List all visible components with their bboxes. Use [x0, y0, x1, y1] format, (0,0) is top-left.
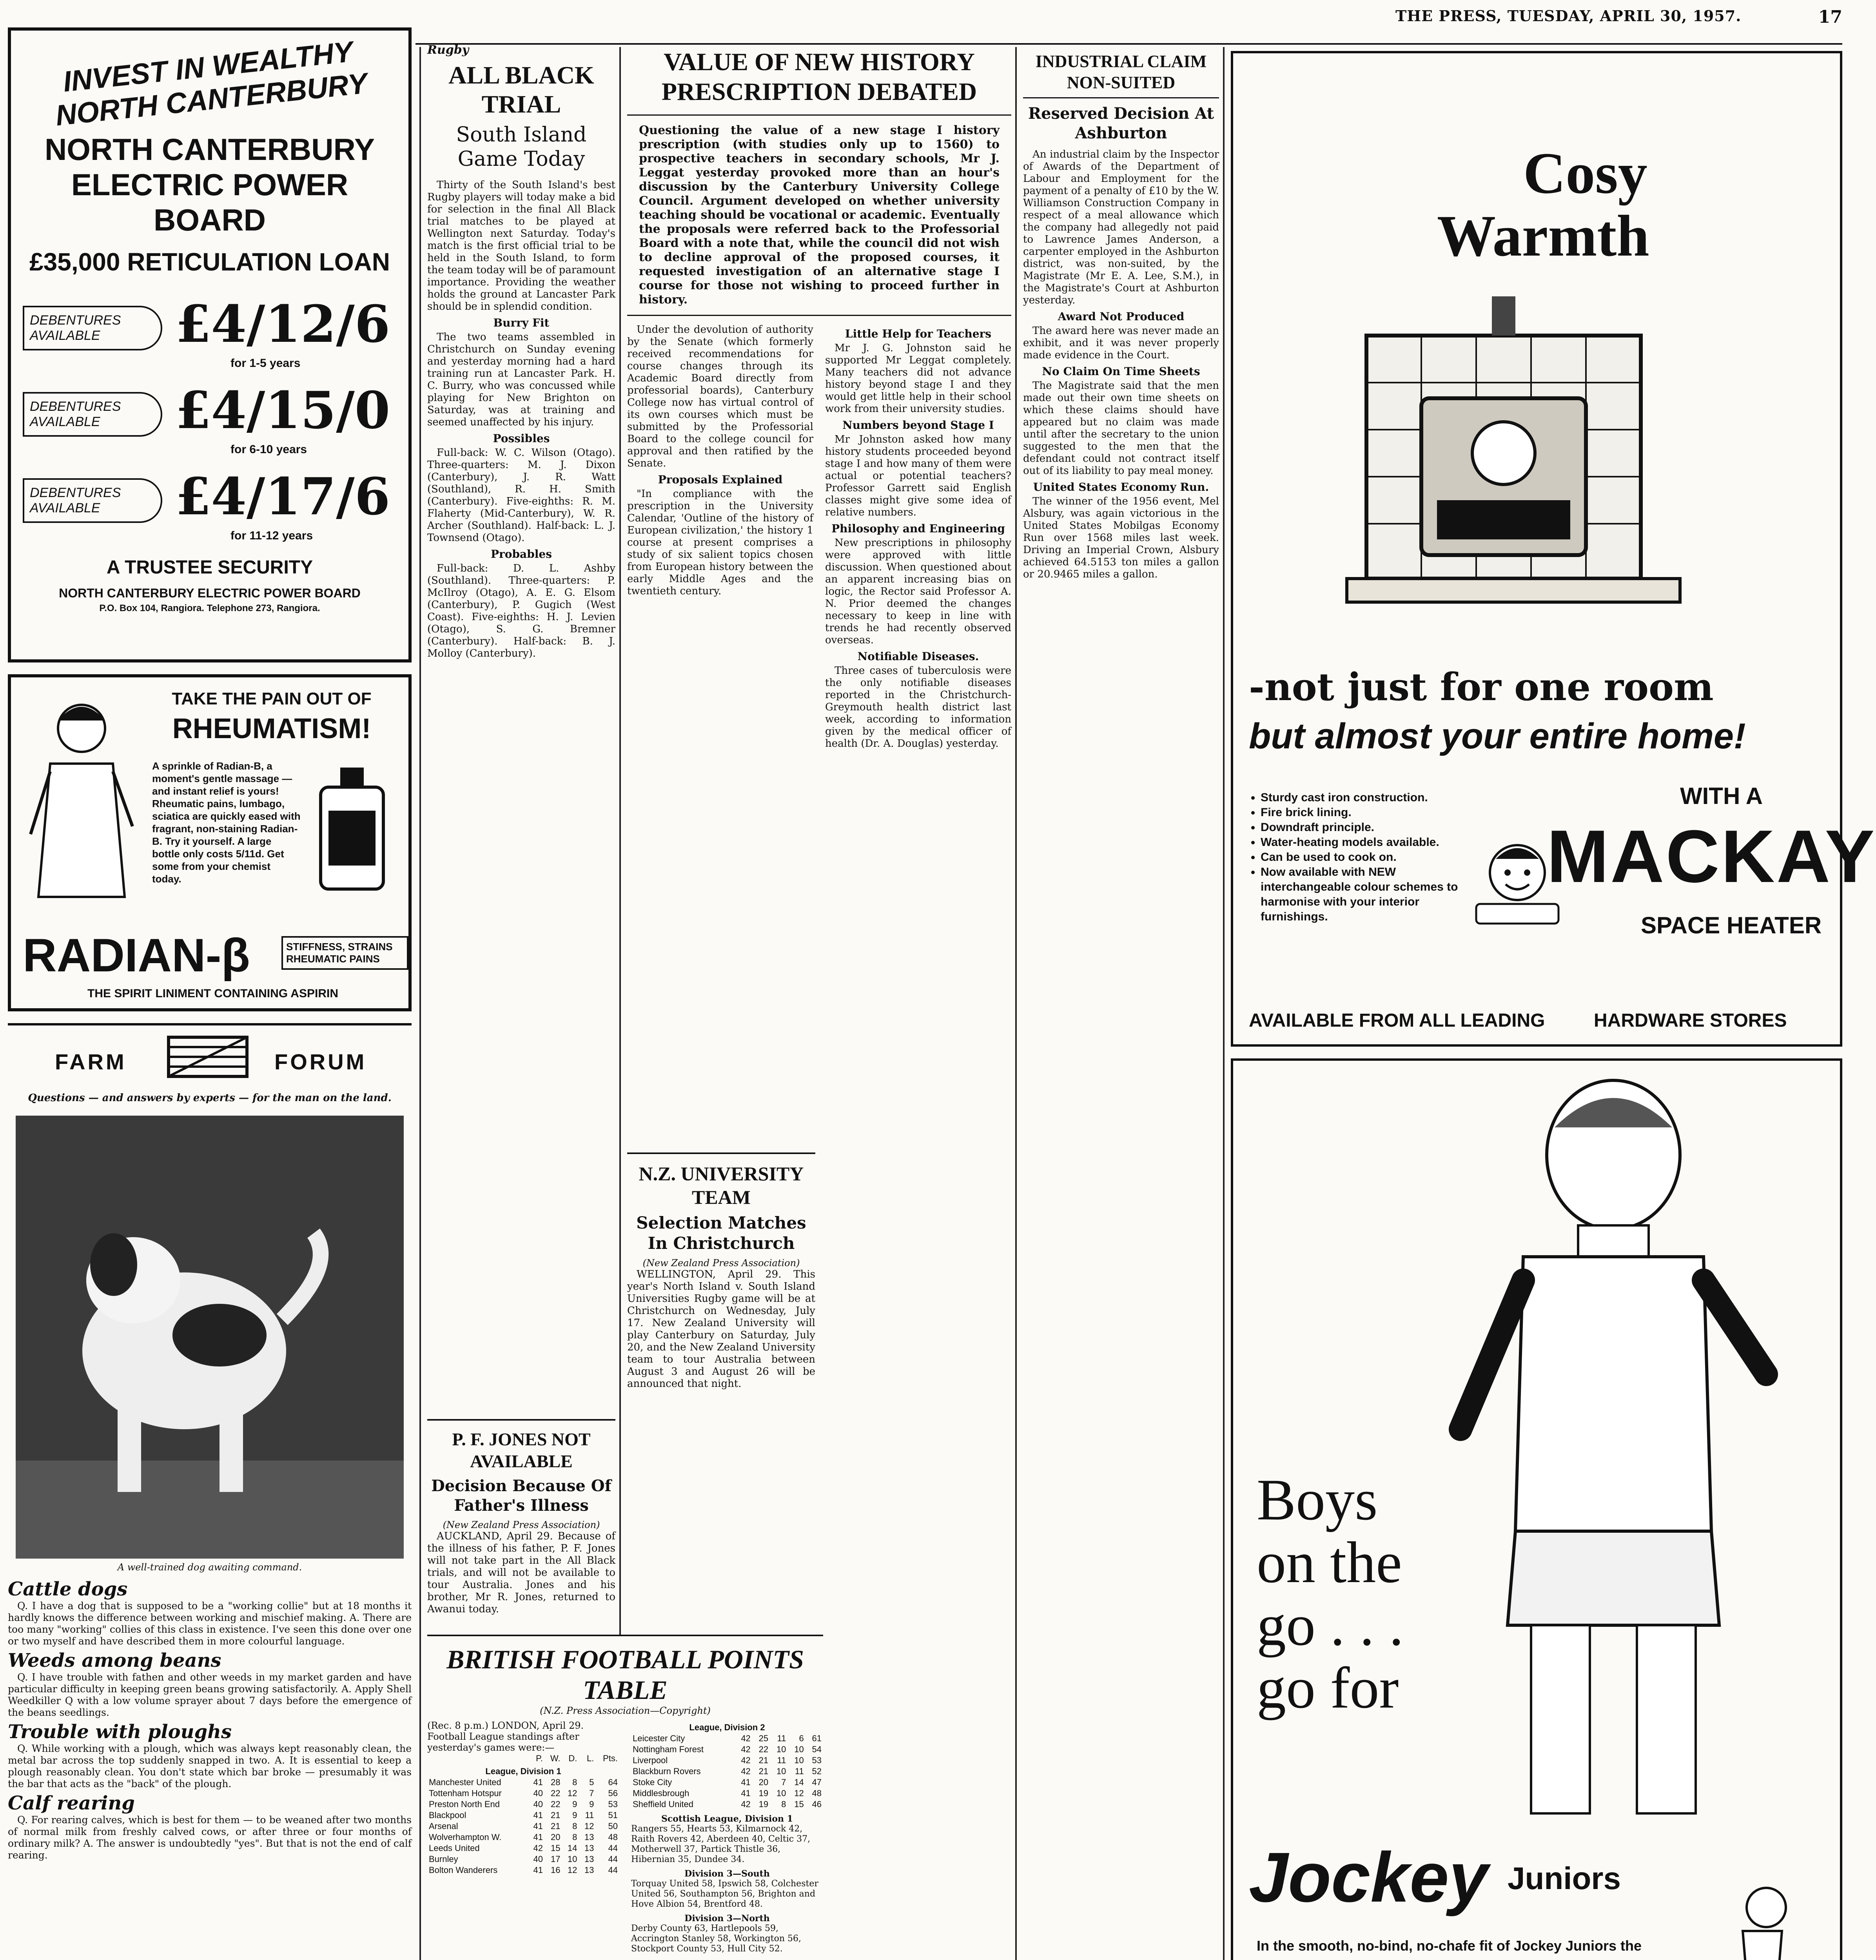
- jones-credit: (New Zealand Press Association): [443, 1519, 600, 1530]
- column-rule: [1223, 47, 1225, 1960]
- nzu-body: WELLINGTON, April 29. This year's North Island v. South Island Universities Rugby game will be at Christchurch on Wednesday, July 17. New Zealand University will play Canterbury on Saturday, July 20, and the New Zealand University team to tour Australia between August 3 and August 26 will be announced that night.: [627, 1269, 815, 1390]
- table-cell: 9: [572, 1810, 577, 1820]
- table-cell: 12: [567, 1865, 577, 1875]
- division3-title: Division 3—South: [684, 1869, 770, 1879]
- rate-row: [19, 463, 401, 549]
- farm-forum: [8, 1023, 412, 1960]
- dog-photo: [16, 1116, 404, 1559]
- history-subhead: Little Help for Teachers: [845, 327, 992, 340]
- farm-title: FARM: [55, 1049, 127, 1074]
- rate-term: for 11-12 years: [230, 529, 313, 542]
- table-cell: 41: [533, 1810, 543, 1820]
- table-cell: 17: [551, 1854, 561, 1864]
- table-cell: 12: [567, 1788, 577, 1798]
- division-title: League, Division 1: [485, 1766, 561, 1776]
- history-body: Mr Johnston asked how many history students proceeded beyond stage I and how many of them were actual or potential teachers? Professor Garrett said English classes might give some idea of relative numbers.: [825, 434, 1011, 518]
- table-cell: 6: [799, 1733, 804, 1743]
- table-cell: 10: [776, 1766, 786, 1776]
- rate-row: [19, 376, 401, 463]
- boy-icon: [1437, 1076, 1790, 1821]
- division3-text: Torquay United 58, Ipswich 58, Colchester United 56, Southampton 56, Brighton and Hove Albion 54, Brentford 48.: [631, 1879, 818, 1909]
- division3n-title: Division 3—North: [684, 1913, 770, 1924]
- mascot-icon: [1472, 837, 1562, 927]
- history-standfirst: Questioning the value of a new stage I history prescription (with studies only up to 1560) to prospective teachers in secondary schools, Mr J. Leggat yesterday provoked more than an hour's discussion by the Canterbury University College Council. Argument developed on whether university teaching should be vocational or academic. Eventually the proposals were referred back to the Professorial Board with a note that, while the council did not wish to decline approval of the proposed courses, it requested investigation of an alternative stage I course for those not wishing to proceed further in history.: [627, 116, 1011, 316]
- history-subhead: Notifiable Diseases.: [857, 650, 979, 663]
- rate-term: for 1-5 years: [230, 357, 301, 370]
- table-cell: 12: [584, 1821, 594, 1831]
- table-row: [631, 1733, 823, 1744]
- table-row: [427, 1843, 619, 1854]
- table-cell: 20: [758, 1777, 769, 1787]
- loan-title: £35,000 RETICULATION LOAN: [29, 248, 390, 276]
- jones-headline: P. F. JONES NOT AVAILABLE: [452, 1429, 591, 1471]
- qa-heading: Calf rearing: [8, 1792, 135, 1814]
- debenture-label: DEBENTURES AVAILABLE: [23, 478, 162, 523]
- column-rule: [419, 47, 421, 1960]
- table-row: [631, 1788, 823, 1799]
- table-cell: 19: [758, 1788, 769, 1798]
- table-cell: 13: [584, 1832, 594, 1842]
- jones-body: AUCKLAND, April 29. Because of the illness of his father, P. F. Jones will not take part in the All Black trials, and will not be available to tour Australia. Jones and his brother, Mr R. Jones, returned to Awanui today.: [427, 1530, 615, 1615]
- table-cell: 10: [567, 1854, 577, 1864]
- running-boys-icon: [1680, 1876, 1829, 1960]
- feature-item: • Water-heating models available.: [1261, 835, 1464, 850]
- history-body: Mr J. G. Johnston said he supported Mr Leggat completely. Many teachers did not advance history beyond stage I and they would get little help in their school work from their university studies.: [825, 342, 1011, 415]
- jockey-ad: [1231, 1058, 1842, 1960]
- table-cell: 47: [812, 1777, 822, 1787]
- table-cell: 42: [741, 1799, 751, 1809]
- team-name: Nottingham Forest: [633, 1744, 704, 1754]
- industrial-claim-article: [1023, 51, 1219, 1960]
- radian-tagline: THE SPIRIT LINIMENT CONTAINING ASPIRIN: [87, 987, 338, 1000]
- table-cell: 11: [777, 1755, 786, 1765]
- photo-caption: A well-trained dog awaiting command.: [117, 1562, 302, 1573]
- burry-heading: Burry Fit: [493, 316, 550, 329]
- industrial-subhead: Reserved Decision At Ashburton: [1028, 104, 1214, 142]
- table-header: P. W. D. L. Pts.: [536, 1753, 618, 1763]
- radian-headline1: TAKE THE PAIN OUT OF: [172, 689, 372, 708]
- industrial-subhead2: Award Not Produced: [1058, 310, 1185, 323]
- jockey-headline2: on the: [1257, 1530, 1402, 1595]
- industrial-body: The Magistrate said that the men made out their own time sheets on which these claims should have appeared but no claim was made until after the secretary to the union suggested to the men that the defendant could not contract itself out of its liability to pay meal money.: [1023, 380, 1219, 477]
- nzu-team-article: [627, 1152, 815, 1396]
- industrial-subhead4: United States Economy Run.: [1033, 481, 1209, 494]
- table-cell: 40: [533, 1854, 543, 1864]
- mackay-with: WITH A: [1680, 783, 1763, 809]
- table-cell: 21: [551, 1810, 561, 1820]
- team-name: Stoke City: [633, 1777, 672, 1787]
- boy-illustration: [1437, 1076, 1790, 1821]
- table-cell: 7: [589, 1788, 594, 1798]
- table-row: [427, 1865, 619, 1876]
- table-cell: 5: [589, 1777, 594, 1787]
- north-canterbury-ad: [8, 27, 412, 662]
- ad-footer: NORTH CANTERBURY ELECTRIC POWER BOARD: [59, 586, 361, 600]
- table-cell: 56: [608, 1788, 618, 1798]
- table-cell: 44: [608, 1865, 618, 1875]
- table-cell: 19: [758, 1799, 769, 1809]
- ad-banner: INVEST IN WEALTHY NORTH CANTERBURY: [54, 35, 369, 132]
- rugby-article: [427, 43, 615, 1517]
- table-cell: 8: [572, 1821, 577, 1831]
- division-title: League, Division 2: [689, 1722, 765, 1732]
- radian-headline2: RHEUMATISM!: [172, 713, 371, 744]
- table-cell: 28: [551, 1777, 561, 1787]
- woman-illustration: [23, 693, 140, 913]
- table-cell: 42: [741, 1755, 751, 1765]
- table-cell: 25: [758, 1733, 769, 1743]
- rate-value: £4/12/6: [176, 294, 390, 354]
- qa-heading: Trouble with ploughs: [8, 1721, 232, 1743]
- table-cell: 11: [585, 1810, 594, 1820]
- team-name: Leeds United: [429, 1843, 480, 1853]
- qa-text: Q. While working with a plough, which was always kept reasonably clean, the metal bar across the top suddenly snapped in two. A. It is essential to keep a plough reasonably clean. You don't state which bar broke — presumably it was the bar that acts as the "back" of the plough.: [8, 1743, 412, 1789]
- probables-heading: Probables: [491, 548, 552, 561]
- table-cell: 44: [608, 1843, 618, 1853]
- bottle-illustration: [313, 764, 391, 893]
- table-row: [427, 1777, 619, 1788]
- farm-strap: Questions — and answers by experts — for the man on the land.: [28, 1092, 392, 1104]
- mackay-brand: MACKAY: [1547, 815, 1876, 898]
- table-cell: 21: [758, 1766, 769, 1776]
- rugby-body: Thirty of the South Island's best Rugby players will today make a bid for selection in the final All Black trial matches to be played at Wellington next Saturday. Today's match is the first official trial to be held in the South Island, to form the team today will be of paramount importance. Providing the weather holds the ground at Lancaster Park should be in splendid condition.: [427, 179, 615, 312]
- table-cell: 53: [812, 1755, 822, 1765]
- feature-item: • Now available with NEW interchangeable colour schemes to harmonise with your interior furnishings.: [1261, 865, 1464, 924]
- team-name: Bolton Wanderers: [429, 1865, 498, 1875]
- table-cell: 41: [741, 1788, 751, 1798]
- mackay-seal: [1472, 837, 1562, 927]
- rate-value: £4/15/0: [176, 380, 390, 440]
- history-headline: VALUE OF NEW HISTORY PRESCRIPTION DEBATED: [627, 43, 1011, 116]
- team-name: Arsenal: [429, 1821, 458, 1831]
- industrial-headline: INDUSTRIAL CLAIM NON-SUITED: [1023, 51, 1219, 98]
- jockey-headline4: go for: [1257, 1655, 1399, 1720]
- table-cell: 10: [794, 1744, 804, 1754]
- woman-icon: [23, 693, 140, 913]
- masthead-title: THE PRESS, TUESDAY, APRIL 30, 1957.: [1395, 7, 1742, 25]
- cosy-headline: Cosy: [1523, 141, 1647, 206]
- table-cell: 41: [533, 1865, 543, 1875]
- column-rule: [1015, 47, 1017, 1960]
- team-name: Sheffield United: [633, 1799, 693, 1809]
- table-cell: 16: [551, 1865, 561, 1875]
- table-cell: 61: [812, 1733, 822, 1743]
- table-cell: 53: [608, 1799, 618, 1809]
- burry-body: The two teams assembled in Christchurch on Sunday evening and yesterday morning had a hard training run at Lancaster Park. H. C. Burry, who was concussed while playing for New Brighton on Saturday, was at training and seemed unaffected by his injury.: [427, 331, 615, 428]
- history-body: "In compliance with the prescription in the University Calendar, 'Outline of the history of European civilization,' the history 1 course at present comprises a study of six salient topics chosen from European history between the early Middle Ages and the twentieth century.: [627, 488, 813, 597]
- mackay-tagline1: -not just for one room: [1249, 665, 1714, 709]
- table-cell: 11: [777, 1733, 786, 1743]
- division2-table: [631, 1720, 823, 1810]
- table-cell: 22: [758, 1744, 769, 1754]
- table-cell: 13: [584, 1854, 594, 1864]
- radian-body: A sprinkle of Radian-B, a moment's gentle massage — and instant relief is yours! Rheumatic pains, lumbago, sciatica are quickly eased with fragrant, non-staining Radian-B. Try it yourself. A large bottle only costs 5/11d. Get some from your chemist today.: [152, 760, 301, 885]
- table-cell: 9: [589, 1799, 594, 1809]
- mackay-product: SPACE HEATER: [1641, 912, 1822, 938]
- scottish-title: Scottish League, Division 1: [661, 1814, 793, 1824]
- jockey-body: In the smooth, no-bind, no-chafe fit of Jockey Juniors the: [1257, 1938, 1642, 1954]
- table-row: [631, 1744, 823, 1755]
- possibles-heading: Possibles: [493, 432, 550, 445]
- table-cell: 10: [794, 1755, 804, 1765]
- qa-heading: Weeds among beans: [8, 1650, 221, 1671]
- table-cell: 22: [551, 1788, 561, 1798]
- table-cell: 14: [794, 1777, 804, 1787]
- table-row: [631, 1766, 823, 1777]
- team-name: Middlesbrough: [633, 1788, 689, 1798]
- table-cell: 21: [551, 1821, 561, 1831]
- rugby-subhead: South Island Game Today: [456, 123, 587, 171]
- table-cell: 8: [572, 1832, 577, 1842]
- table-cell: 10: [776, 1788, 786, 1798]
- rugby-kicker: Rugby: [427, 43, 469, 57]
- table-cell: 51: [608, 1810, 618, 1820]
- table-row: [427, 1854, 619, 1865]
- mackay-features: [1249, 790, 1464, 924]
- table-cell: 42: [741, 1733, 751, 1743]
- table-cell: 41: [533, 1832, 543, 1842]
- heater-illustration: [1288, 296, 1758, 649]
- mackay-stores: HARDWARE STORES: [1594, 1010, 1787, 1031]
- team-name: Leicester City: [633, 1733, 685, 1743]
- jockey-brand: Jockey: [1249, 1838, 1488, 1917]
- team-name: Blackpool: [429, 1810, 466, 1820]
- nzu-subhead: Selection Matches In Christchurch: [636, 1213, 806, 1253]
- table-cell: 42: [533, 1843, 543, 1853]
- history-body: Three cases of tuberculosis were the only notifiable diseases reported in the Christchurch-Greymouth health district last week, according to information given by the medical officer of health (Dr. A. Douglas) yesterday.: [825, 665, 1011, 750]
- table-cell: 22: [551, 1799, 561, 1809]
- table-row: [631, 1777, 823, 1788]
- dog-image: [16, 1116, 404, 1559]
- probables-list: Full-back: D. L. Ashby (Southland). Three-quarters: P. McIlroy (Otago), A. E. G. Elsom (Canterbury), P. Gugich (West Coast). Five-eighths: H. J. Levien (Otago), S. G. Bremner (Canterbury). Half-back: B. J. Molloy (Canterbury).: [427, 563, 615, 659]
- rate-value: £4/17/6: [176, 466, 390, 526]
- table-cell: 8: [781, 1799, 786, 1809]
- qa-text: Q. I have a dog that is supposed to be a "working collie" but at 18 months it hardly knows the difference between working and mischief making. A. There are too many "working" collies of this class in existence. I've seen this done over one or two myself and have described them in more colourful language.: [8, 1600, 412, 1647]
- industrial-body: The award here was never made an exhibit, and it was never properly made evidence in the Court.: [1023, 325, 1219, 361]
- mackay-tagline2: but almost your entire home!: [1249, 716, 1746, 756]
- table-cell: 41: [741, 1777, 751, 1787]
- jones-subhead: Decision Because Of Father's Illness: [431, 1477, 611, 1515]
- mackay-ad: [1231, 51, 1876, 1047]
- running-boys: [1680, 1876, 1829, 1960]
- table-cell: 21: [758, 1755, 769, 1765]
- scottish-text: Rangers 55, Hearts 53, Kilmarnock 42, Raith Rovers 42, Aberdeen 40, Celtic 37, Motherwell 37, Partick Thistle 36, Hibernian 35, Dundee 34.: [631, 1824, 811, 1864]
- farm-qa: [8, 1578, 412, 1861]
- possibles-list: Full-back: W. C. Wilson (Otago). Three-quarters: M. J. Dixon (Canterbury), J. R. Watt (Southland), R. H. Smith (Canterbury). Five-eighths: R. M. Flaherty (Mid-Canterbury), W. R. Archer (Southland). Half-back: L. J. Townsend (Otago).: [427, 447, 615, 544]
- table-cell: 13: [584, 1865, 594, 1875]
- table-cell: 11: [795, 1766, 804, 1776]
- team-name: Liverpool: [633, 1755, 668, 1765]
- jockey-headline1: Boys: [1257, 1467, 1378, 1532]
- team-name: Wolverhampton W.: [429, 1832, 502, 1842]
- table-cell: 64: [608, 1777, 618, 1787]
- ad-address: P.O. Box 104, Rangiora. Telephone 273, Rangiora.: [99, 603, 320, 613]
- feature-item: • Can be used to cook on.: [1261, 850, 1464, 865]
- rate-term: for 6-10 years: [230, 443, 307, 456]
- division3n-text: Derby County 63, Hartlepools 59, Accrington Stanley 58, Workington 56, Stockport County 53, Hull City 52.: [631, 1924, 801, 1954]
- gate-icon: [165, 1033, 251, 1080]
- football-headline: BRITISH FOOTBALL POINTS TABLE: [446, 1644, 804, 1705]
- team-name: Manchester United: [429, 1777, 501, 1787]
- board-name: NORTH CANTERBURY ELECTRIC POWER BOARD: [44, 132, 375, 237]
- table-cell: 12: [794, 1788, 804, 1798]
- trustee-security: A TRUSTEE SECURITY: [106, 557, 313, 578]
- football-points-table: [427, 1635, 823, 1960]
- feature-item: • Fire brick lining.: [1261, 805, 1464, 820]
- forum-title: FORUM: [274, 1049, 367, 1074]
- table-cell: 48: [608, 1832, 618, 1842]
- table-row: [427, 1788, 619, 1799]
- table-cell: 15: [551, 1843, 561, 1853]
- masthead: [1395, 7, 1842, 38]
- team-name: Preston North End: [429, 1799, 500, 1809]
- table-row: [427, 1799, 619, 1810]
- table-cell: 50: [608, 1821, 618, 1831]
- table-row: [631, 1799, 823, 1810]
- jockey-brand-suffix: Juniors: [1508, 1861, 1621, 1896]
- table-row: [427, 1821, 619, 1832]
- feature-item: • Sturdy cast iron construction.: [1261, 790, 1464, 805]
- table-row: [631, 1755, 823, 1766]
- nzu-headline: N.Z. UNIVERSITY TEAM: [639, 1163, 804, 1208]
- debenture-label: DEBENTURES AVAILABLE: [23, 392, 162, 437]
- history-subhead: Philosophy and Engineering: [831, 522, 1005, 535]
- division2-rows: [631, 1733, 823, 1810]
- radian-badge: STIFFNESS, STRAINS RHEUMATIC PAINS: [281, 936, 408, 970]
- table-cell: 15: [794, 1799, 804, 1809]
- heater-icon: [1288, 296, 1758, 649]
- table-cell: 44: [608, 1854, 618, 1864]
- table-cell: 9: [572, 1799, 577, 1809]
- radian-ad: [8, 674, 412, 1011]
- farm-forum-header: [8, 1033, 412, 1088]
- table-cell: 8: [572, 1777, 577, 1787]
- industrial-body: An industrial claim by the Inspector of Awards of the Department of Labour and Employment for the payment of a penalty of £10 by the W. Williamson Construction Company in respect of a meal allowance which the company had allegedly not paid to Lawrence James Anderson, a carpenter employed in the Ashburton district, was non-suited, by the Magistrate (Mr E. A. Lee, S.M.), in the Magistrate's Court at Ashburton yesterday.: [1023, 149, 1219, 306]
- history-body: New prescriptions in philosophy were approved with little discussion. When questioned about an apparent increasing bias on logic, the Rector said Professor A. N. Prior deemed the changes necessary to keep in line with trends he had recently observed overseas.: [825, 537, 1011, 646]
- history-subhead: Numbers beyond Stage I: [842, 419, 994, 432]
- table-cell: 41: [533, 1821, 543, 1831]
- history-subhead: Proposals Explained: [658, 473, 783, 486]
- radian-brand: RADIAN-β: [23, 929, 250, 982]
- qa-text: Q. I have trouble with fathen and other weeds in my market garden and have particular difficulty in keeping green beans growing satisfactorily. A. Apply Shell Weedkiller Q with a low volume sprayer about 7 days before the emergence of the beans seedlings.: [8, 1671, 412, 1718]
- table-row: [427, 1832, 619, 1843]
- team-name: Tottenham Hotspur: [429, 1788, 502, 1798]
- table-cell: 52: [812, 1766, 822, 1776]
- qa-text: Q. For rearing calves, which is best for them — to be weaned after two months of normal milk from freshly calved cows, or after three or four months of ordinary milk? A. The answer is undoubtedly "yes". But that is not the end of calf rearing.: [8, 1814, 412, 1861]
- table-cell: 42: [741, 1766, 751, 1776]
- table-cell: 41: [533, 1777, 543, 1787]
- page-number: 17: [1818, 7, 1842, 27]
- industrial-subhead3: No Claim On Time Sheets: [1042, 365, 1200, 378]
- table-cell: 54: [812, 1744, 822, 1754]
- table-cell: 10: [776, 1744, 786, 1754]
- jockey-headline3: go . . .: [1257, 1593, 1404, 1658]
- qa-heading: Cattle dogs: [8, 1578, 128, 1600]
- nzu-credit: (New Zealand Press Association): [642, 1258, 800, 1269]
- mackay-availability: AVAILABLE FROM ALL LEADING: [1249, 1010, 1545, 1031]
- feature-item: • Downdraft principle.: [1261, 820, 1464, 835]
- jones-article: [427, 1419, 615, 1623]
- history-body: Under the devolution of authority by the Senate (which formerly received recommendations for course changes through its Academic Board directly from professorial boards), Canterbury College now has virtual control of its own courses which must be submitted by the Professorial Board to the college council for approval and then ratified by the Senate.: [627, 324, 813, 469]
- table-cell: 7: [781, 1777, 786, 1787]
- table-cell: 13: [584, 1843, 594, 1853]
- table-row: [427, 1810, 619, 1821]
- football-credit: (N.Z. Press Association—Copyright): [540, 1705, 711, 1716]
- team-name: Blackburn Rovers: [633, 1766, 701, 1776]
- table-cell: 40: [533, 1788, 543, 1798]
- rate-row: [19, 290, 401, 376]
- rugby-headline: ALL BLACK TRIAL: [448, 61, 594, 118]
- table-cell: 14: [567, 1843, 577, 1853]
- bottle-icon: [313, 764, 391, 893]
- table-cell: 20: [551, 1832, 561, 1842]
- table-cell: 40: [533, 1799, 543, 1809]
- industrial-body: The winner of the 1956 event, Mel Alsbury, was again victorious in the United States Mobilgas Economy Run over 1568 miles last week. Driving an Imperial Crown, Alsbury achieved 64.5153 ton miles a gallon or 20.9465 miles a gallon.: [1023, 495, 1219, 580]
- team-name: Burnley: [429, 1854, 458, 1864]
- warmth-headline: Warmth: [1437, 203, 1649, 269]
- division1-table: [427, 1753, 619, 1876]
- division1-rows: [427, 1777, 619, 1876]
- football-intro: (Rec. 8 p.m.) LONDON, April 29. Football League standings after yesterday's games were:—: [427, 1720, 584, 1753]
- table-cell: 46: [812, 1799, 822, 1809]
- debenture-label: DEBENTURES AVAILABLE: [23, 306, 162, 350]
- table-cell: 42: [741, 1744, 751, 1754]
- table-cell: 48: [812, 1788, 822, 1798]
